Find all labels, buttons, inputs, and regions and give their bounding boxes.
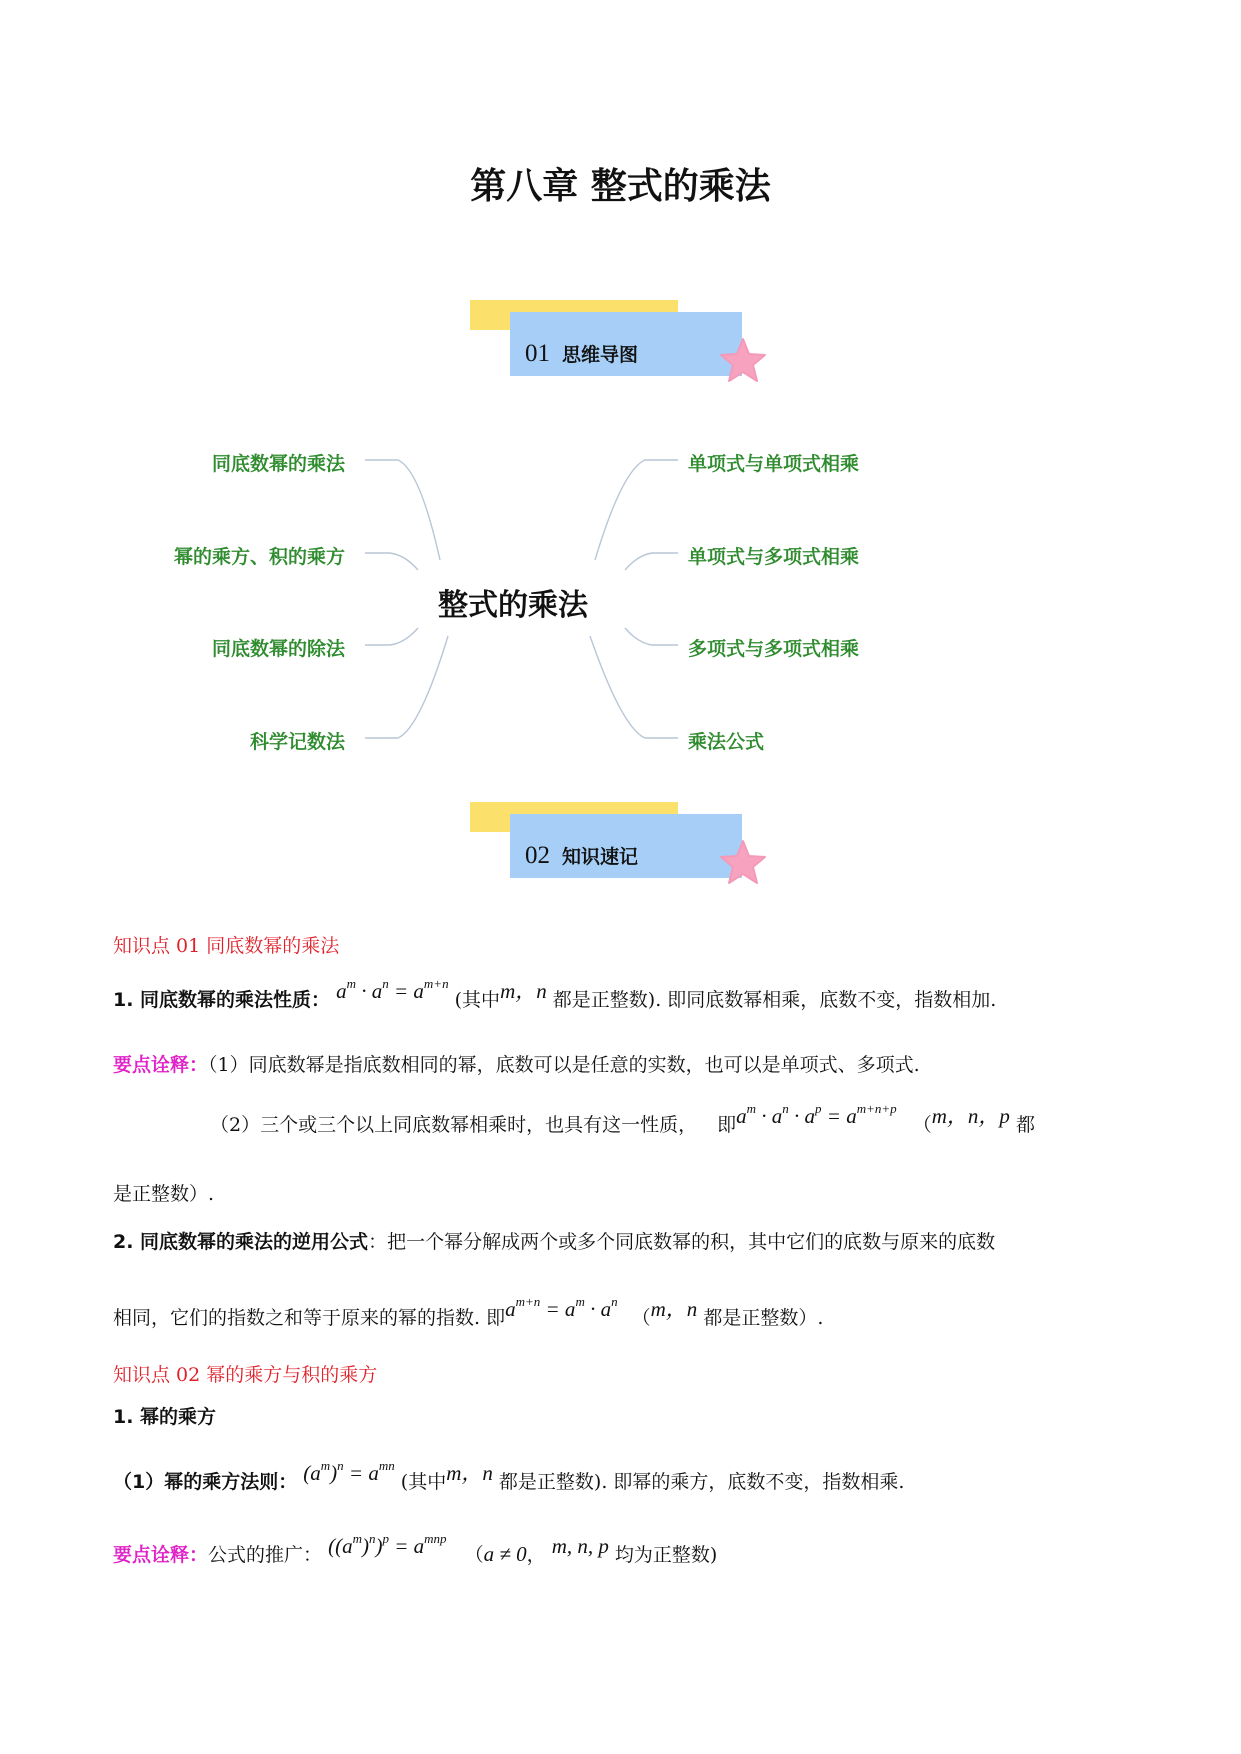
kp1-p2-label: 2. 同底数幂的乘法的逆用公式	[113, 1231, 369, 1253]
section-title: 知识速记	[562, 846, 639, 868]
kp2-heading: 知识点 02 幂的乘方与积的乘方	[113, 1364, 378, 1386]
kp2-note-vars: m, n, p	[551, 1534, 609, 1558]
kp1-p2-vars: m，n	[650, 1297, 698, 1321]
mindmap-node-right-2: 单项式与多项式相乘	[688, 546, 860, 568]
kp2-rule	[113, 1458, 905, 1493]
formula-inverse-rule: $a^{m+n} = a^m \cdot a^n$	[505, 1294, 618, 1321]
kp1-note2-text: （2）三个或三个以上同底数幂相乘时，也具有这一性质，	[210, 1114, 698, 1136]
connector-left-4	[365, 636, 448, 738]
kp1-note1-text: （1）同底数幂是指底数相同的幂，底数可以是任意的实数，也可以是单项式、多项式.	[208, 1054, 920, 1076]
kp2-note: 要点诠释：公式的推广： $((a^m)^n)^p = a^{mnp}$ （a ≠ 0， m, n, p 均为正整数)	[113, 1531, 718, 1566]
page-title: 第八章 整式的乘法	[470, 166, 771, 207]
kp1-paragraph-2	[113, 1233, 995, 1252]
kp2-rule-vars: m，n	[446, 1461, 493, 1485]
kp1-paragraph-2-cont: 相同，它们的指数之和等于原来的幂的指数. 即$a^{m+n} = a^m \cdot a^n$ （m，n 都是正整数）.	[113, 1294, 824, 1329]
connector-right-1	[595, 460, 678, 560]
formula-product-rule: $a^m \cdot a^n = a^{m+n}$	[336, 976, 449, 1003]
kp2-rule-rest: 都是正整数). 即幂的乘方，底数不变，指数相乘.	[498, 1471, 905, 1493]
formula-power-of-power: $(a^m)^n = a^{mn}$	[303, 1458, 395, 1485]
connector-left-1	[365, 460, 440, 560]
kp1-paragraph-1	[113, 976, 997, 1011]
mindmap-node-left-3: 同底数幂的除法	[211, 638, 345, 660]
formula-three-powers: $a^m \cdot a^n \cdot a^p = a^{m+n+p}$	[736, 1101, 897, 1128]
formula-generalization: $((a^m)^n)^p = a^{mnp}$	[328, 1531, 447, 1558]
mindmap-node-left-1: 同底数幂的乘法	[211, 453, 345, 475]
section-number: 02	[525, 842, 550, 869]
kp1-p1-label: 1. 同底数幂的乘法性质：	[113, 989, 331, 1011]
connector-left-2	[365, 553, 418, 570]
kp1-note2-ji: 即	[717, 1114, 737, 1136]
kp1-note2-vars: m，n，p	[931, 1104, 1010, 1128]
kp2-rule-text: (其中	[400, 1471, 447, 1493]
section-title: 思维导图	[562, 344, 639, 366]
mindmap-node-left-2: 幂的乘方、积的乘方	[173, 546, 345, 568]
mindmap-node-right-1: 单项式与单项式相乘	[688, 453, 860, 475]
connector-right-2	[625, 553, 678, 570]
kp1-heading: 知识点 01 同底数幂的乘法	[113, 935, 340, 957]
kp2-note-text: 公式的推广：	[208, 1544, 323, 1566]
kp1-p2-text: ：把一个幂分解成两个或多个同底数幂的积，其中它们的底数与原来的底数	[368, 1231, 996, 1253]
kp1-note-1	[113, 1056, 920, 1075]
note-label: 要点诠释：	[113, 1054, 209, 1076]
note-label: 要点诠释：	[113, 1544, 209, 1566]
mindmap-node-left-4: 科学记数法	[249, 731, 345, 753]
connector-left-3	[365, 628, 418, 645]
section-number: 01	[525, 340, 550, 367]
mindmap-center: 整式的乘法	[438, 588, 588, 623]
star-icon	[718, 838, 768, 888]
mindmap-node-right-4: 乘法公式	[688, 731, 765, 753]
kp1-p2-cont: 相同，它们的指数之和等于原来的幂的指数. 即	[113, 1307, 506, 1329]
kp2-subheading: 1. 幂的乘方	[113, 1406, 217, 1428]
kp1-p1-rest: 都是正整数). 即同底数幂相乘，底数不变，指数相加.	[552, 989, 997, 1011]
section-banner-02	[470, 802, 770, 902]
kp1-note-2-cont: 是正整数）.	[113, 1183, 215, 1205]
kp1-note-2: （2）三个或三个以上同底数幂相乘时，也具有这一性质， 即$a^m \cdot a^n \cdot a^p = a^{m+n+p}$ （m，n，p 都	[210, 1101, 1035, 1136]
kp2-rule-label: （1）幂的乘方法则：	[113, 1471, 298, 1493]
kp1-p1-text: (其中	[454, 989, 501, 1011]
connector-right-3	[625, 628, 678, 645]
kp2-note-condition: a ≠ 0	[483, 1542, 527, 1566]
mindmap-node-right-3: 多项式与多项式相乘	[688, 638, 860, 660]
kp1-p1-vars: m，n	[500, 979, 547, 1003]
connector-right-4	[590, 636, 678, 738]
section-label	[525, 840, 638, 870]
